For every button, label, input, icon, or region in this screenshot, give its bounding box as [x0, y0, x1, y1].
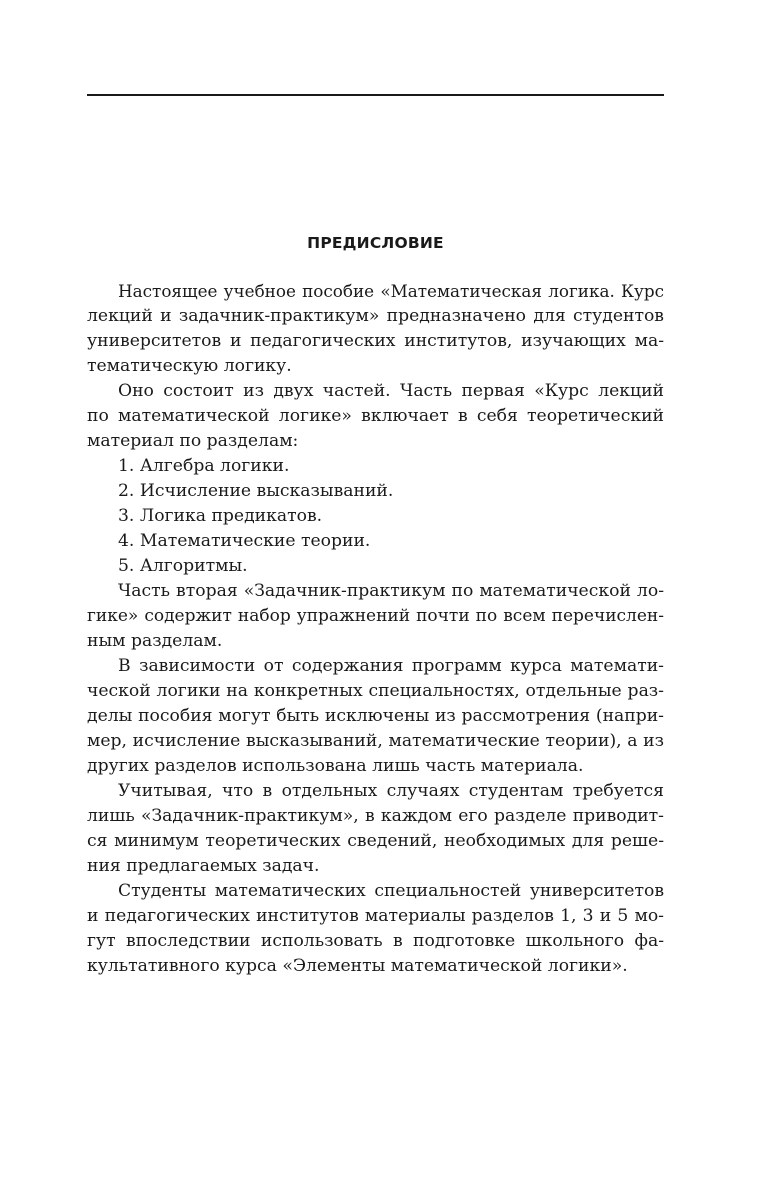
text-line: делы пособия могут быть исключены из рассмотрения (напри-: [87, 706, 664, 726]
page-title: ПРЕДИСЛОВИЕ: [307, 234, 444, 252]
text-line: других разделов использована лишь часть материала.: [87, 756, 584, 776]
text-line: лишь «Задачник-практикум», в каждом его разделе приводит-: [87, 806, 664, 826]
text-line: гике» содержит набор упражнений почти по всем перечислен-: [87, 606, 664, 626]
text-line: ния предлагаемых задач.: [87, 856, 320, 876]
list-item: 2. Исчисление высказываний.: [118, 481, 394, 501]
text-line: ным разделам.: [87, 631, 223, 651]
text-line: университетов и педагогических институтов, изучающих ма-: [87, 331, 664, 351]
text-line: по математической логике» включает в себя теоретический: [87, 406, 664, 426]
text-line: Оно состоит из двух частей. Часть первая «Курс лекций: [118, 381, 664, 401]
text-line: культативного курса «Элементы математической логики».: [87, 956, 628, 976]
text-line: Студенты математических специальностей университетов: [118, 881, 664, 901]
text-line: ческой логики на конкретных специальностях, отдельные раз-: [87, 681, 664, 701]
text-line: гут впоследствии использовать в подготовке школьного фа-: [87, 931, 664, 951]
list-item: 5. Алгоритмы.: [118, 556, 248, 576]
text-line: В зависимости от содержания программ курса математи-: [118, 656, 664, 676]
top-rule: [87, 94, 664, 96]
text-line: Часть вторая «Задачник-практикум по математической ло-: [118, 581, 664, 601]
text-line: материал по разделам:: [87, 431, 299, 451]
text-line: ся минимум теоретических сведений, необходимых для реше-: [87, 831, 664, 851]
text-line: и педагогических институтов материалы разделов 1, 3 и 5 мо-: [87, 906, 664, 926]
list-item: 4. Математические теории.: [118, 531, 371, 551]
list-item: 3. Логика предикатов.: [118, 506, 323, 526]
text-line: тематическую логику.: [87, 356, 292, 376]
text-line: мер, исчисление высказываний, математические теории), а из: [87, 731, 664, 751]
list-item: 1. Алгебра логики.: [118, 456, 290, 476]
text-line: Настоящее учебное пособие «Математическая логика. Курс: [118, 281, 664, 301]
text-line: Учитывая, что в отдельных случаях студентам требуется: [118, 781, 664, 801]
text-line: лекций и задачник-практикум» предназначено для студентов: [87, 306, 664, 326]
